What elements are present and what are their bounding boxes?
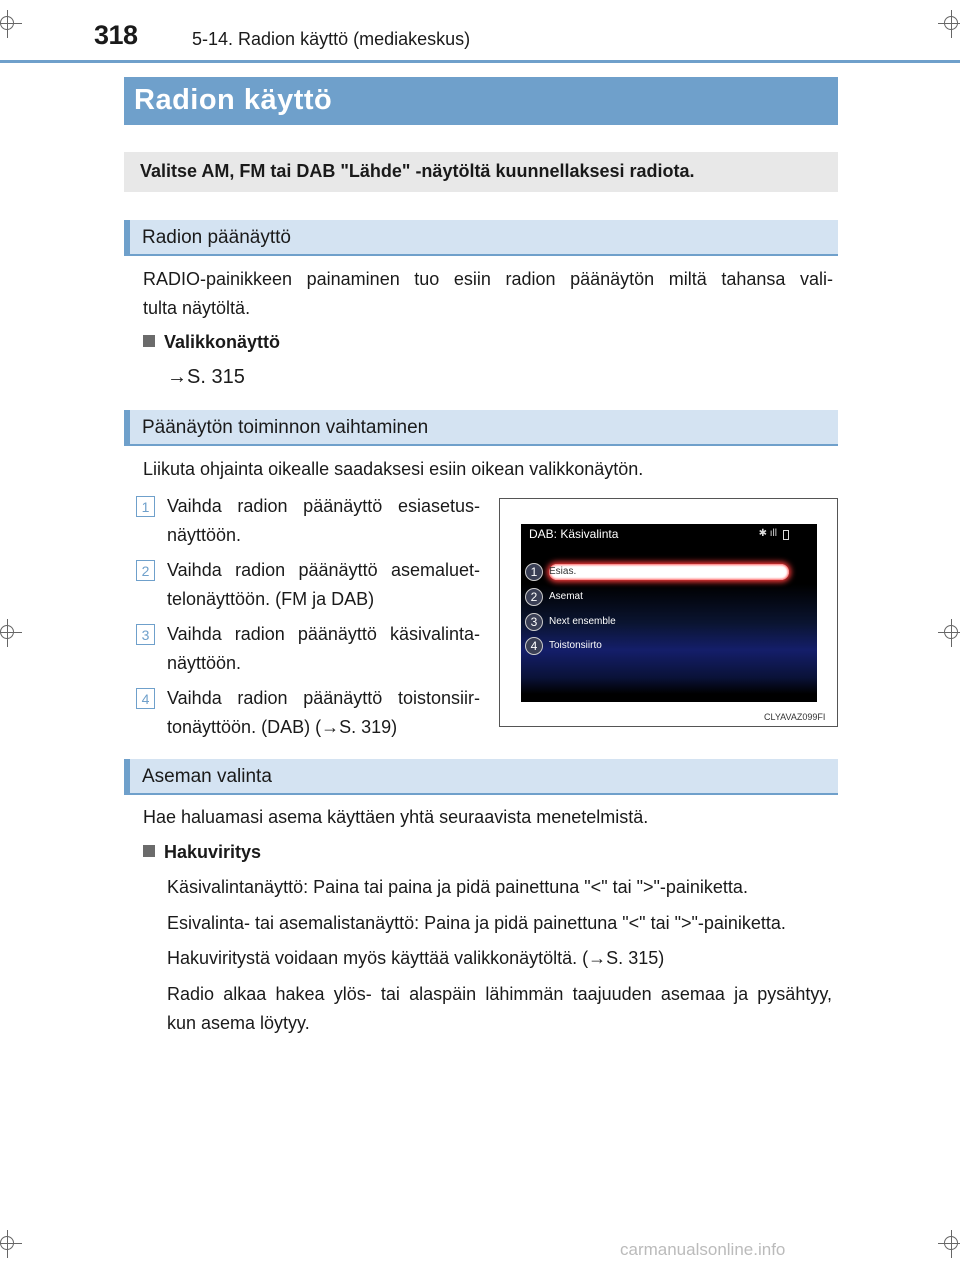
menu-item-label: Next ensemble <box>549 616 616 627</box>
section1-paragraph <box>143 265 833 323</box>
seek-line-3: Hakuviritystä voidaan myös käyttää valikkonäytöltä. (→S. 315) <box>167 948 665 968</box>
screen-menu-item-4 <box>549 638 789 654</box>
step-item-1 <box>167 492 480 550</box>
screen-menu-number-1: 1 <box>525 563 543 581</box>
page-title: Radion käyttö <box>134 84 333 116</box>
seek-line-4-text: Radio alkaa hakea ylös- tai alaspäin lähimmän taajuuden asemaa ja pysähtyy, <box>167 984 832 1004</box>
seek-line-2: Esivalinta- tai asemalistanäyttö: Paina ja pidä painettuna "<" tai ">"-painiketta. <box>167 913 786 933</box>
screen-menu-item-3 <box>549 614 789 630</box>
screen-title: DAB: Käsivalinta <box>529 527 619 541</box>
step-2-line1: Vaihda radion päänäyttö asemaluet- <box>167 560 480 580</box>
crop-mark-mid-right <box>938 619 960 647</box>
section1-line1: RADIO-painikkeen painaminen tuo esiin radion päänäytön miltä tahansa vali- <box>143 269 833 289</box>
step-2-line2: telonäyttöön. (FM ja DAB) <box>167 589 375 609</box>
bullet-seek-tuning <box>143 842 261 863</box>
section2-paragraph: Liikuta ohjainta oikealle saadaksesi esiin oikean valikkonäytön. <box>143 459 644 479</box>
page-number: 318 <box>94 20 138 50</box>
chapter-title: 5-14. Radion käyttö (mediakeskus) <box>192 29 471 49</box>
section-heading-text: Päänäytön toiminnon vaihtaminen <box>142 417 429 438</box>
menu-item-label: Asemat <box>549 591 583 602</box>
page-reference[interactable]: →S. 315 <box>167 366 245 388</box>
step-item-2 <box>167 556 480 614</box>
seek-line-1: Käsivalintanäyttö: Paina tai paina ja pidä painettuna "<" tai ">"-painiketta. <box>167 877 748 897</box>
bullet-label: Valikkonäyttö <box>164 332 281 352</box>
step-3-line2: näyttöön. <box>167 653 242 673</box>
section1-line2: tulta näytöltä. <box>143 298 251 318</box>
step-1-line1: Vaihda radion päänäyttö esiasetus- <box>167 496 480 516</box>
section-heading-main-screen <box>124 220 838 256</box>
bluetooth-signal-icon: ✱ ıll <box>758 528 777 539</box>
bullet-label: Hakuviritys <box>164 842 262 862</box>
bullet-menu-screen <box>143 332 280 353</box>
battery-icon <box>783 530 789 540</box>
screen-menu-number-3: 3 <box>525 613 543 631</box>
intro-text: Valitse AM, FM tai DAB "Lähde" -näytöltä kuunnellaksesi radiota. <box>140 161 695 181</box>
watermark: carmanualsonline.info <box>620 1240 786 1259</box>
square-bullet-icon <box>143 845 155 857</box>
step-4-line1: Vaihda radion päänäyttö toistonsiir- <box>167 688 480 708</box>
step-4-line2: tonäyttöön. (DAB) (→S. 319) <box>167 717 398 737</box>
header-rule <box>0 60 960 63</box>
step-item-3 <box>167 620 480 678</box>
section-heading-switch-function <box>124 410 838 446</box>
step-1-line2: näyttöön. <box>167 525 242 545</box>
seek-line-4 <box>167 980 832 1038</box>
menu-item-label: Esias. <box>549 566 577 577</box>
step-number-4: 4 <box>136 688 155 709</box>
intro-box <box>124 152 838 192</box>
step-3-line1: Vaihda radion päänäyttö käsivalinta- <box>167 624 480 644</box>
crop-mark-bottom-right <box>938 1230 960 1258</box>
screen-menu-number-4: 4 <box>525 637 543 655</box>
step-number-3: 3 <box>136 624 155 645</box>
radio-screen-image <box>521 524 817 702</box>
step-number-1: 1 <box>136 496 155 517</box>
step-number-2: 2 <box>136 560 155 581</box>
step-item-4 <box>167 684 480 742</box>
title-bar <box>124 77 838 125</box>
section-heading-text: Aseman valinta <box>142 766 272 787</box>
figure-code: CLYAVAZ099FI <box>764 712 826 722</box>
crop-mark-bottom-left <box>0 1230 22 1258</box>
menu-item-label: Toistonsiirto <box>549 640 602 651</box>
crop-mark-top-left <box>0 10 22 38</box>
screen-menu-item-2 <box>549 589 789 605</box>
seek-line-5: kun asema löytyy. <box>167 1013 310 1033</box>
section3-paragraph: Hae haluamasi asema käyttäen yhtä seuraavista menetelmistä. <box>143 807 649 827</box>
screen-menu-number-2: 2 <box>525 588 543 606</box>
screen-menu-item-1 <box>549 564 789 580</box>
section-heading-station-select <box>124 759 838 795</box>
crop-mark-mid-left <box>0 619 22 647</box>
square-bullet-icon <box>143 335 155 347</box>
crop-mark-top-right <box>938 10 960 38</box>
section-heading-text: Radion päänäyttö <box>142 227 291 248</box>
